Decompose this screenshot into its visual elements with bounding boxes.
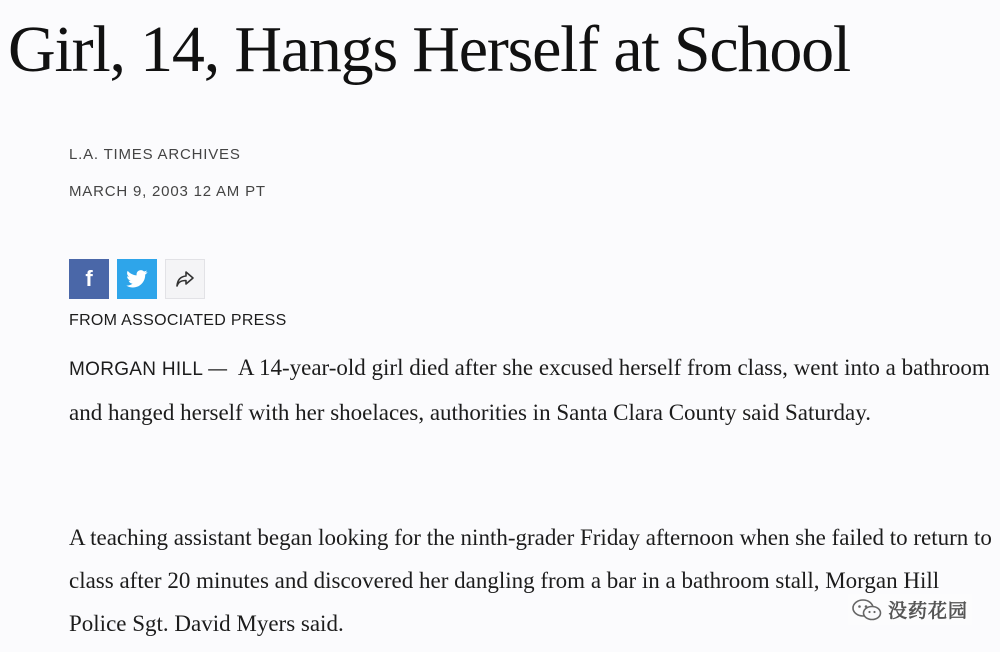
share-button[interactable] xyxy=(165,259,205,299)
wechat-icon xyxy=(852,598,882,622)
article-headline: Girl, 14, Hangs Herself at School xyxy=(8,13,851,86)
article-dateline: MORGAN HILL — xyxy=(69,359,228,380)
share-arrow-icon xyxy=(175,270,195,288)
article-paragraph-1 xyxy=(69,346,994,434)
share-bar xyxy=(69,259,205,299)
watermark-text: 没药花园 xyxy=(887,600,968,622)
twitter-icon xyxy=(126,270,148,288)
article-source: FROM ASSOCIATED PRESS xyxy=(69,312,287,329)
byline[interactable]: L.A. TIMES ARCHIVES xyxy=(69,146,241,163)
facebook-icon: f xyxy=(85,266,93,291)
facebook-share-button[interactable] xyxy=(69,259,109,299)
publish-date: MARCH 9, 2003 12 AM PT xyxy=(69,183,266,200)
article-paragraph-2: A teaching assistant began looking for the ninth-grader Friday afternoon when she failed to return to class after 20 minutes and discovered her dangling from a bar in a bathroom stall, Morgan Hill Police Sgt. David Myers said. xyxy=(69,525,992,636)
paragraph-1-text: A 14-year-old girl died after she excused herself from class, went into a bathroom and hanged herself with her shoelaces, authorities in Santa Clara County said Saturday. xyxy=(69,355,990,425)
twitter-share-button[interactable] xyxy=(117,259,157,299)
watermark xyxy=(848,594,972,625)
